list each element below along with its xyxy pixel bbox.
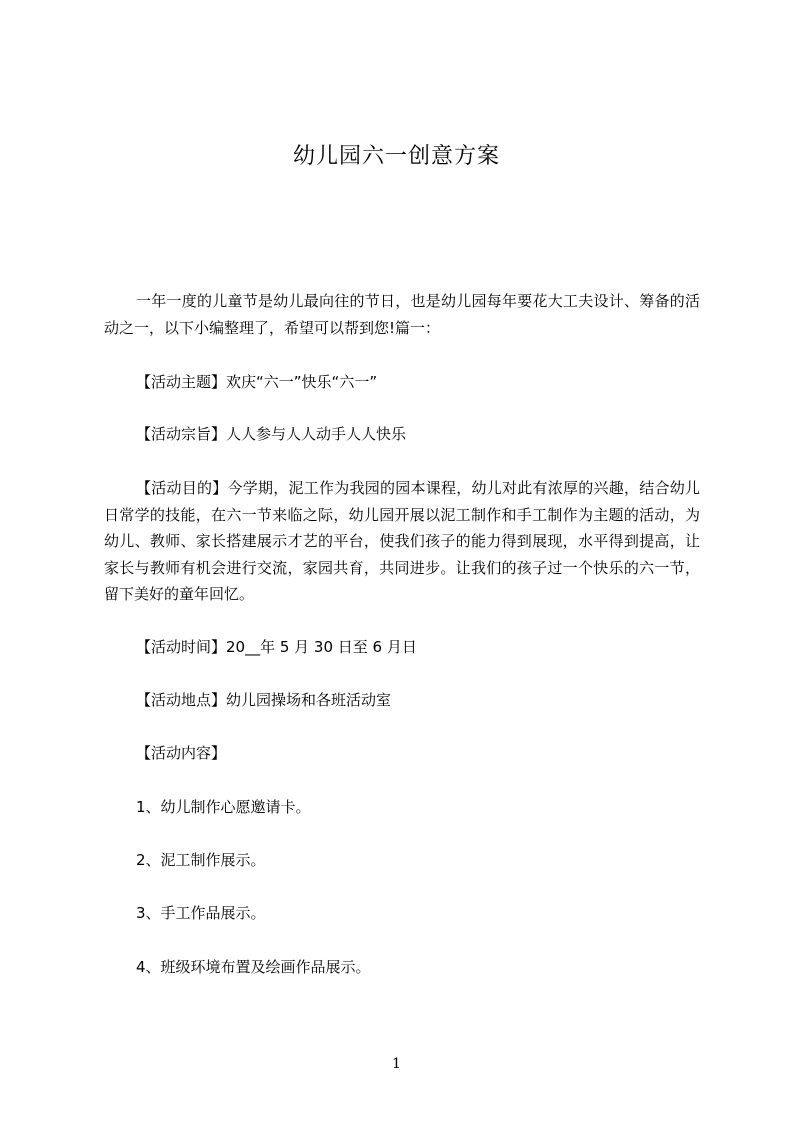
activity-location: 【活动地点】幼儿园操场和各班活动室	[136, 691, 392, 709]
activity-purpose: 【活动宗旨】人人参与人人动手人人快乐	[136, 425, 407, 443]
activity-goal-paragraph: 【活动目的】今学期，泥工作为我园的园本课程，幼儿对此有浓厚的兴趣，结合幼儿日常学的技能，在六一节来临之际，幼儿园开展以泥工制作和手工制作为主题的活动，为幼儿、教师、家长搭建展示才艺的平台，使我们孩子的能力得到展现，水平得到提高，让家长与教师有机会进行交流，家园共育，共同进步。让我们的孩子过一个快乐的六一节，留下美好的童年回忆。	[104, 479, 700, 603]
intro-paragraph: 一年一度的儿童节是幼儿最向往的节日，也是幼儿园每年要花大工夫设计、筹备的活动之一，以下小编整理了，希望可以帮到您!篇一：	[104, 292, 700, 337]
content-item: 3、手工作品展示。	[136, 904, 266, 922]
content-item: 1、幼儿制作心愿邀请卡。	[136, 798, 311, 816]
activity-time: 【活动时间】20__年 5 月 30 日至 6 月日	[136, 638, 417, 656]
document-title: 幼儿园六一创意方案	[292, 144, 500, 169]
content-item: 4、班级环境布置及绘画作品展示。	[136, 958, 371, 976]
content-item: 2、泥工制作展示。	[136, 851, 266, 869]
activity-theme: 【活动主题】欢庆“六一”快乐“六一”	[136, 373, 378, 391]
page-number: 1	[392, 1056, 401, 1072]
activity-content-heading: 【活动内容】	[136, 744, 227, 762]
